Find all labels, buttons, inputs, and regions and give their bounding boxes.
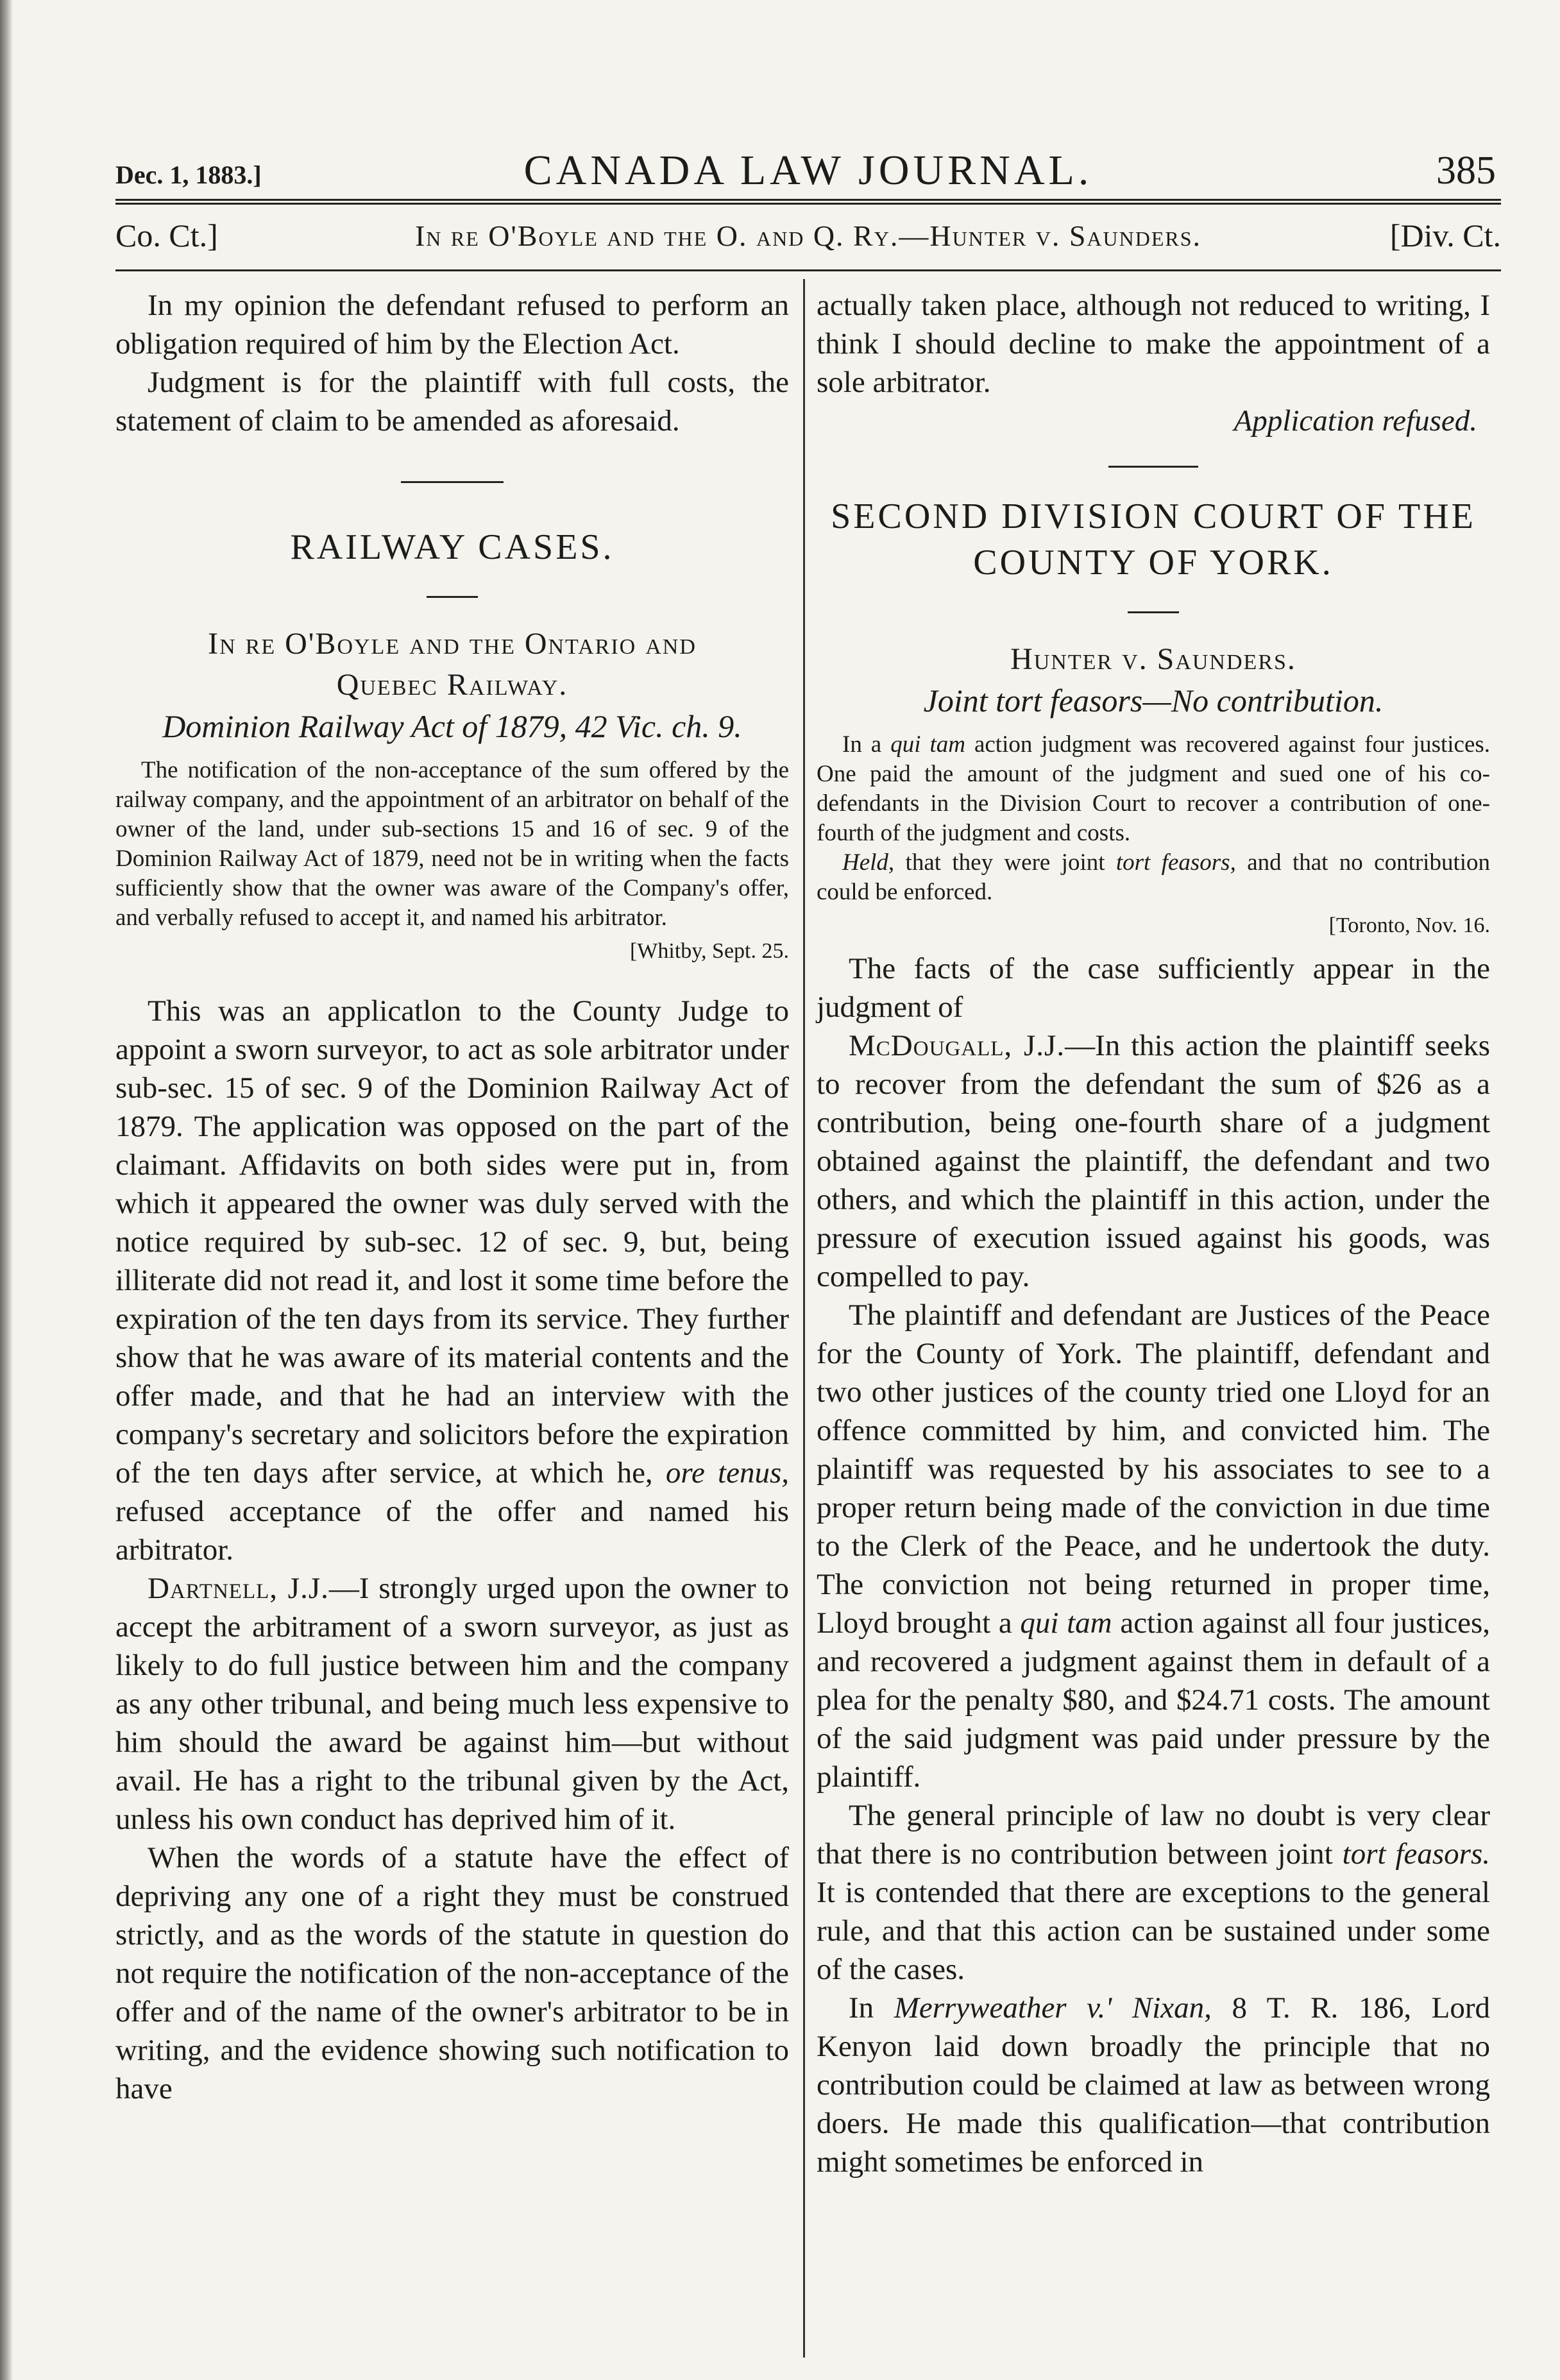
text-run: In — [849, 1991, 874, 2025]
binding-edge — [0, 0, 13, 2380]
paragraph — [817, 1796, 1490, 1989]
running-head — [115, 128, 1501, 199]
text-run: that they were joint — [905, 849, 1105, 876]
text-run: action judgment was recovered against four justices. One paid the amount of the judgment and sued one of his co-defendants in the Division Court to recover a contribution of one-fourth of the judgment and costs. — [817, 731, 1491, 846]
disposition: Application refused. — [1234, 404, 1477, 438]
latin-term: qui tam — [1020, 1606, 1112, 1640]
case-title-cont: Quebec Railway. — [336, 668, 568, 702]
court-right: [Div. Ct. — [1389, 217, 1501, 253]
dateline: [Whitby, Sept. 25. — [629, 939, 789, 963]
text-run: The general principle of law no doubt is very clear that there is no contribution between joint — [817, 1799, 1490, 1871]
section-title-division: SECOND DIVISION COURT OF THE COUNTY OF YORK. — [831, 497, 1476, 582]
paragraph-judgment — [817, 1026, 1490, 1296]
page-number: 385 — [1436, 149, 1496, 192]
case-header-title: In re O'Boyle and the O. and Q. Ry.—Hunter v. Saunders. — [414, 219, 1202, 252]
text-run: action against all four justices, and recovered a judgment against them in default of a plea for the penalty $80, and $24.71 costs. The amount of the said judgment was paid under pressure by the plaintiff. — [817, 1606, 1491, 1794]
paragraph — [817, 1296, 1490, 1796]
judge-name: McDougall, J.J. — [849, 1029, 1065, 1062]
judge-name: Dartnell, J.J. — [148, 1572, 329, 1605]
issue-date: Dec. 1, 1883.] — [115, 160, 262, 189]
case-title: In re O'Boyle and the Ontario and — [208, 627, 697, 661]
paragraph-judgment — [115, 1569, 789, 1839]
text-run: refused acceptance of the offer and named his arbitrator. — [115, 1495, 789, 1567]
text-run: It is contended that there are exceptions to the general rule, and that this action can be sustained under some of the cases. — [817, 1876, 1490, 1986]
paragraph: Judgment is for the plaintiff with full costs, the statement of claim to be amended as aforesaid. — [115, 366, 789, 438]
statute-citation: Dominion Railway Act of 1879, 42 Vic. ch. 9. — [162, 708, 742, 744]
paragraph-facts — [115, 992, 789, 1569]
headnote — [817, 730, 1490, 848]
paragraph-continuation: actually taken place, although not reduced to writing, I think I should decline to make the appointment of a sole arbitrator. — [817, 289, 1490, 399]
paragraph: When the words of a statute have the effect of depriving any one of a right they must be construed strictly, and as the words of the statute in question do not require the notification of the non-acceptance of the offer and of the name of the owner's arbitrator to be in writing, and the evidence showing such notification to have — [115, 1841, 789, 2105]
case-subtitle: Joint tort feasors—No contribution. — [923, 683, 1384, 718]
text-run: The plaintiff and defendant are Justices of the Peace for the County of York. The plaintiff, defendant and two other justices of the county tried one Lloyd for an offence committed by him, and convicted him. The plaintiff was requested by his associates to see to a proper return being made of the conviction in due time to the Clerk of the Peace, and he undertook the duty. The conviction not being returned in proper time, Lloyd brought a — [817, 1298, 1490, 1640]
held-label: Held, — [842, 849, 895, 876]
journal-title: CANADA LAW JOURNAL. — [523, 147, 1093, 194]
section-title-railway: RAILWAY CASES. — [290, 527, 615, 567]
headnote: The notification of the non-acceptance of the sum offered by the railway company, and the appointment of an arbitrator on behalf of the owner of the land, under sub-sections 15 and 16 of sec. 9 of the Dominion Railway Act of 1879, need not be in writing when the facts sufficiently show that the owner was aware of the Company's offer, and verbally refused to accept it, and named his arbitrator. — [115, 757, 789, 931]
latin-term: ore tenus, — [665, 1456, 789, 1490]
case-citation: Merryweather v.' Nixan, — [894, 1991, 1212, 2025]
latin-term: qui tam — [890, 731, 965, 758]
header-double-rule — [115, 199, 1501, 205]
paragraph — [817, 1989, 1490, 2181]
paragraph: The facts of the case sufficiently appear in the judgment of — [817, 952, 1490, 1024]
case-title: Hunter v. Saunders. — [1010, 642, 1296, 676]
latin-term: tort feasors. — [1342, 1837, 1491, 1871]
header-rule — [115, 269, 1501, 271]
left-column — [115, 286, 789, 2108]
right-column — [817, 286, 1490, 2181]
court-left: Co. Ct.] — [115, 217, 218, 253]
text-run: and that no contribution could be enforced. — [817, 849, 1491, 905]
text-run: 8 T. R. 186, Lord Kenyon laid down broadly the principle that no contribution could be claimed at law as between wrong doers. He made this qualification—that contribution might sometimes be enforced in — [817, 1991, 1490, 2179]
case-header — [115, 209, 1501, 254]
column-divider — [803, 279, 805, 2358]
paragraph: In my opinion the defendant refused to perform an obligation required of him by the Election Act. — [115, 289, 789, 361]
latin-term: tort feasors, — [1115, 849, 1236, 876]
text-run: In a — [842, 731, 882, 758]
text-run: —I strongly urged upon the owner to accept the arbitrament of a sworn surveyor, as just as likely to do full justice between him and the company as any other tribunal, and being much less expensive to him should the award be against him—but without avail. He has a right to the tribunal given by the Act, unless his own conduct has deprived him of it. — [115, 1572, 789, 1836]
headnote-held — [817, 848, 1490, 907]
dateline: [Toronto, Nov. 16. — [1328, 914, 1490, 937]
text-run: —In this action the plaintiff seeks to recover from the defendant the sum of $26 as a contribution, being one-fourth share of a judgment obtained against the plaintiff, the defendant and two others, and which the plaintiff in this action, under the pressure of execution issued against his goods, was compelled to pay. — [817, 1029, 1491, 1293]
text-run: This was an applicatlon to the County Judge to appoint a sworn surveyor, to act as sole arbitrator under sub-sec. 15 of sec. 9 of the Dominion Railway Act of 1879. The application was opposed on the part of the claimant. Affidavits on both sides were put in, from which it appeared the owner was duly served with the notice required by sub-sec. 12 of sec. 9, but, being illiterate did not read it, and lost it some time before the expiration of the ten days from its service. They further show that he was aware of its material contents and the offer made, and that he had an interview with the company's secretary and solicitors before the expiration of the ten days after service, at which he, — [115, 994, 789, 1490]
